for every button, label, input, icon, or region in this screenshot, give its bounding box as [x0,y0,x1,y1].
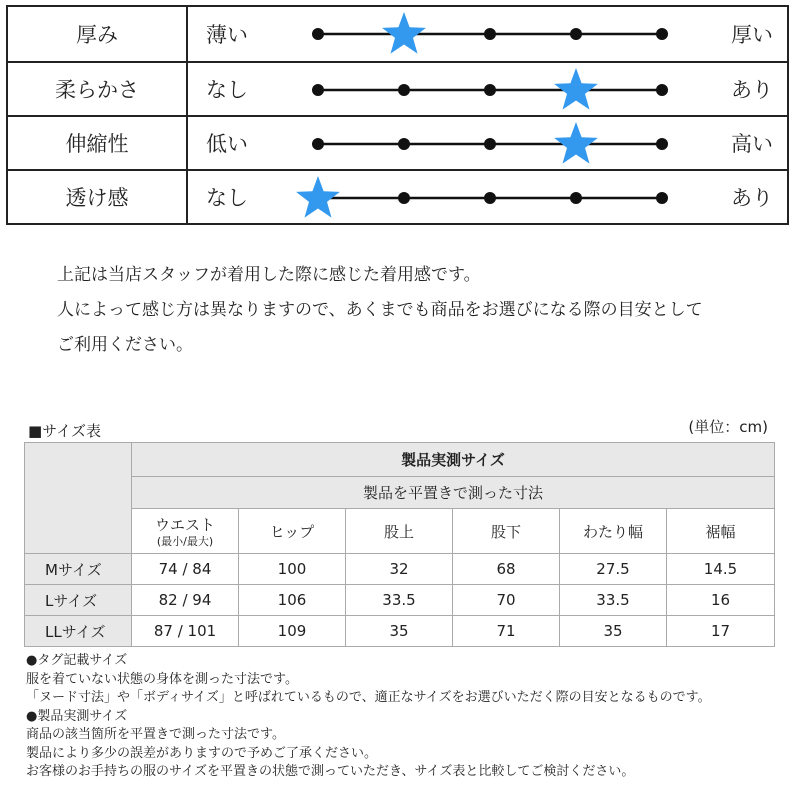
note-line: 上記は当店スタッフが着用した際に感じた着用感です。 [57,265,481,285]
table-cell: 106 [239,585,346,616]
footnote-heading: ●タグ記載サイズ [26,653,128,668]
footnote-line: お客様のお手持ちの服のサイズを平置きの状態で測っていただき、サイズ表と比較してご検討ください。 [26,764,635,779]
scale-dot [484,28,496,40]
scale-low-label: なし [206,78,248,102]
scale-dot [656,84,668,96]
feel-row-stretch [8,115,787,169]
note-line: 人によって感じ方は異なりますので、あくまでも商品をお選びになる際の目安として [57,300,703,320]
scale-dot [484,192,496,204]
scale-dot [570,28,582,40]
table-cell: 14.5 [667,554,775,585]
scale-dot [312,138,324,150]
table-row [25,616,775,647]
feel-label: 厚み [8,7,188,61]
scale-low-label: なし [206,186,248,210]
size-table-heading: ■サイズ表 [28,422,101,440]
table-cell: 33.5 [346,585,453,616]
table-cell: 87 / 101 [132,616,239,647]
size-label: Lサイズ [25,585,132,616]
size-label: LLサイズ [25,616,132,647]
table-cell: 68 [453,554,560,585]
unit-label: (単位：cm) [688,418,768,436]
table-row [25,554,775,585]
scale-dot [312,84,324,96]
scale-dot [656,28,668,40]
scale-high-label: あり [731,186,773,210]
column-sublabel: (最小/最大) [156,534,214,548]
group-subtitle: 製品を平置きで測った寸法 [132,477,775,509]
note-line: ご利用ください。 [57,335,193,355]
group-title: 製品実測サイズ [132,443,775,477]
size-table [24,442,775,647]
feel-label: 透け感 [8,171,188,223]
column-label: ウエスト [154,515,215,534]
scale-low-label: 薄い [206,23,248,47]
table-cell: 33.5 [560,585,667,616]
feel-label: 柔らかさ [8,63,188,115]
column-header-waist [132,509,239,554]
table-cell: 35 [560,616,667,647]
scale-high-label: 厚い [731,23,773,47]
scale-high-label: あり [731,78,773,102]
scale-dot [570,192,582,204]
footnote-line: 製品により多少の誤差がありますので予めご了承ください。 [26,745,378,761]
fit-note [57,258,777,363]
size-label: Mサイズ [25,554,132,585]
feel-scale [188,117,787,169]
table-cell: 27.5 [560,554,667,585]
fit-feel-table [6,5,789,225]
star-marker-icon [554,122,598,164]
table-cell: 70 [453,585,560,616]
scale-dot [656,138,668,150]
table-cell: 82 / 94 [132,585,239,616]
feel-row-sheerness [8,169,787,223]
footnote-heading: ●製品実測サイズ [26,708,128,724]
column-header-thigh: わたり幅 [560,509,667,554]
column-header-hem: 裾幅 [667,509,775,554]
corner-cell [25,443,132,554]
footnote-line: 「ヌード寸法」や「ボディサイズ」と呼ばれているもので、適正なサイズをお選びいただく際の目安となるものです。 [26,690,711,705]
size-footnotes [26,652,796,782]
table-cell: 32 [346,554,453,585]
table-cell: 16 [667,585,775,616]
column-header-rise: 股上 [346,509,453,554]
scale-dot [312,28,324,40]
scale-dot [656,192,668,204]
table-cell: 71 [453,616,560,647]
star-marker-icon [554,68,598,110]
table-row [25,585,775,616]
scale-dot [398,192,410,204]
star-marker-icon [296,176,340,218]
table-cell: 35 [346,616,453,647]
feel-row-thickness [8,7,787,61]
feel-scale [188,7,787,61]
scale-low-label: 低い [206,132,248,156]
scale-graphic [188,63,787,115]
column-header-inseam: 股下 [453,509,560,554]
footnote-line: 商品の該当箇所を平置きで測った寸法です。 [26,727,285,742]
scale-graphic [188,117,787,169]
star-marker-icon [382,12,426,54]
feel-label: 伸縮性 [8,117,188,169]
scale-dot [484,84,496,96]
scale-high-label: 高い [731,132,773,156]
scale-dot [398,138,410,150]
scale-graphic [188,7,787,61]
feel-scale [188,171,787,223]
column-header-hip: ヒップ [239,509,346,554]
table-cell: 74 / 84 [132,554,239,585]
feel-row-softness [8,61,787,115]
footnote-line: 服を着ていない状態の身体を測った寸法です。 [26,671,298,687]
scale-dot [484,138,496,150]
table-cell: 100 [239,554,346,585]
feel-scale [188,63,787,115]
table-cell: 109 [239,616,346,647]
table-cell: 17 [667,616,775,647]
scale-graphic [188,171,787,223]
scale-dot [398,84,410,96]
